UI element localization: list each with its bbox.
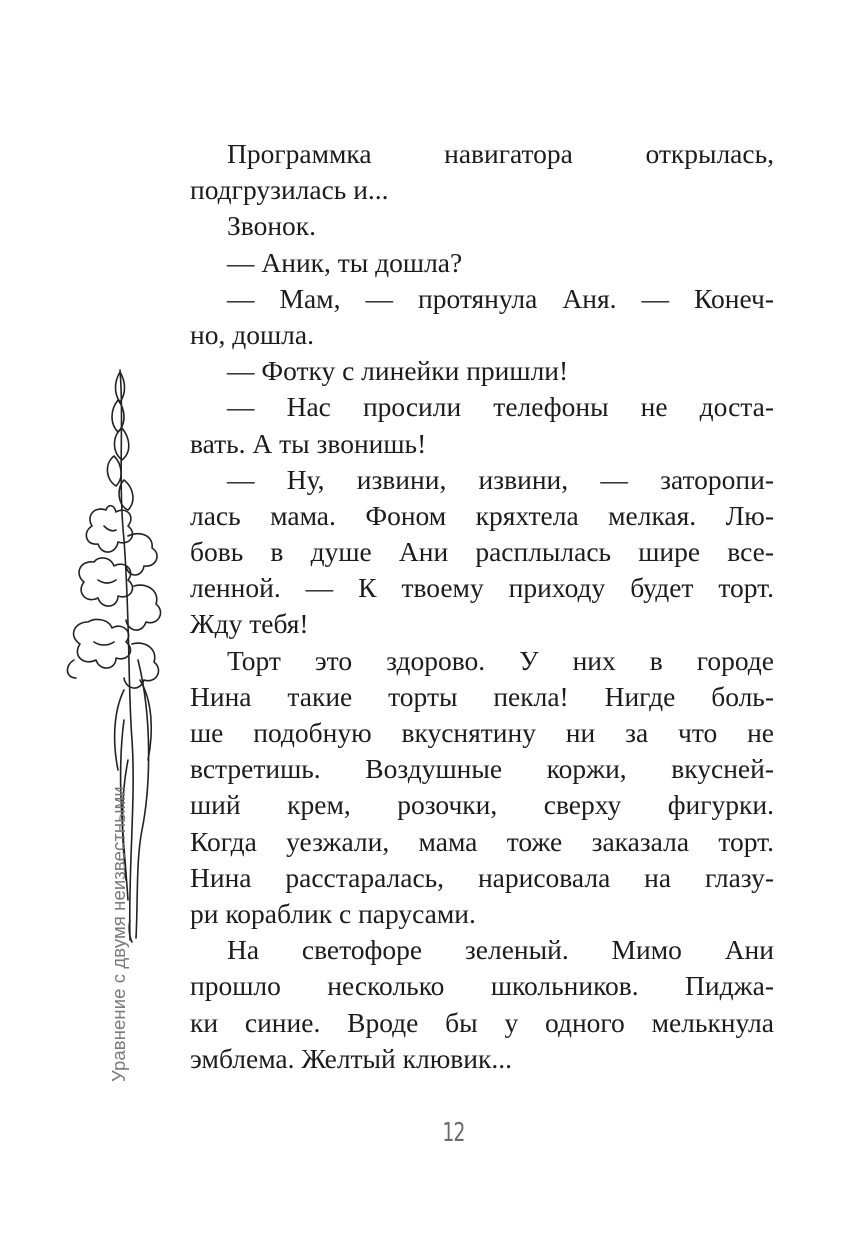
text-line: — Мам, — протянула Аня. — Конеч- [227,282,774,314]
text-line: подгрузилась и... [190,174,389,206]
text-line: — Фотку с линейки пришли! [227,355,569,387]
running-title: Уравнение с двумя неизвестными [108,786,129,1082]
text-line: Звонок. [227,210,317,242]
text-line: эмблема. Желтый клювик... [190,1042,512,1074]
text-line: ленной. — К твоему приходу будет торт. [190,572,774,604]
text-line: — Нас просили телефоны не доста- [227,391,774,423]
text-line: ше подобную вкуснятину ни за что не [190,717,774,748]
text-line: ки синие. Вроде бы у одного мелькнула [190,1006,774,1038]
text-line: Жду тебя! [190,608,309,640]
text-line: Торт это здорово. У них в городе [227,644,774,676]
text-line: Программка навигатора открылась, [227,138,774,169]
text-line: ший крем, розочки, сверху фигурки. [190,789,774,821]
text-line: но, дошла. [190,318,314,350]
body-text [190,136,774,1077]
text-line: встретишь. Воздушные коржи, вкусней- [190,753,774,785]
text-line: бовь в душе Ани расплылась шире все- [190,536,774,568]
text-line: Нина расстаралась, нарисовала на глазу- [190,861,774,893]
text-line: вать. А ты звонишь! [190,427,427,459]
text-line: Когда уезжали, мама тоже заказала торт. [190,825,774,857]
text-line: — Ну, извини, извини, — заторопи- [227,463,774,495]
text-line: ри кораблик с парусами. [190,897,476,929]
text-line: Нина такие торты пекла! Нигде боль- [190,680,774,712]
text-line: прошло несколько школьников. Пиджа- [190,970,774,1002]
text-line: лась мама. Фоном кряхтела мелкая. Лю- [190,499,774,531]
text-line: На светофоре зеленый. Мимо Ани [227,934,774,966]
page-number: 12 [442,1118,465,1148]
text-line: — Аник, ты дошла? [227,246,463,278]
